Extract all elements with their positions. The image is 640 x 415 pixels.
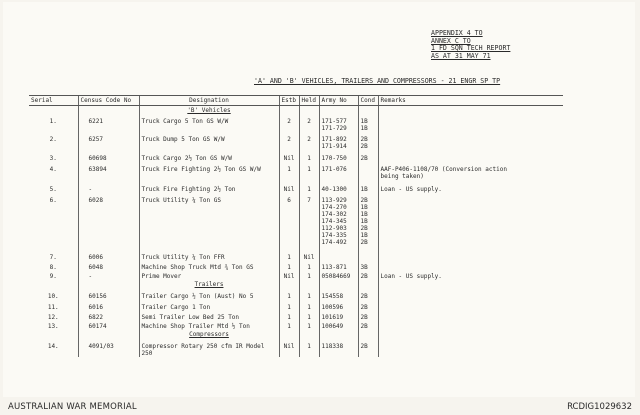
table-row — [29, 271, 563, 280]
header-line: 1 FD SQN TECH REPORT — [431, 44, 511, 53]
remarks-cell — [378, 271, 563, 280]
remarks-cell-line: AAF-P406-1108/70 (Conversion action — [380, 166, 507, 173]
designation-cell — [139, 180, 279, 193]
table-row — [29, 193, 563, 246]
table-row — [29, 114, 563, 132]
remarks-cell — [378, 300, 563, 311]
census-code-cell: 60698 — [78, 150, 139, 162]
held-cell: 1 — [299, 162, 319, 180]
remarks-cell-line — [381, 254, 562, 261]
remarks-cell-line: being taken) — [380, 173, 424, 180]
census-code-cell: 60174 — [78, 321, 139, 330]
census-code-cell: - — [78, 180, 139, 193]
army-no-cell-line: 171-892 — [321, 136, 347, 143]
designation-cell-line: Truck Utility ¼ Ton FFR — [141, 254, 225, 261]
census-code-cell: 63894 — [78, 162, 139, 180]
remarks-cell — [378, 114, 563, 132]
remarks-cell-line — [381, 136, 562, 143]
designation-cell-line: Machine Shop Trailer Mtd ½ Ton — [141, 323, 250, 330]
army-no-cell-line: 174-335 — [321, 232, 347, 239]
designation-cell-line: Truck Utility ¼ Ton GS — [141, 197, 221, 204]
table-row — [29, 246, 563, 261]
cond-cell-line: 2B — [360, 323, 368, 330]
remarks-cell-line — [381, 264, 562, 271]
cond-cell — [358, 180, 378, 193]
vehicle-table — [29, 95, 563, 357]
designation-cell-line: Truck Fire Fighting 2½ Ton GS W/W — [141, 166, 261, 173]
held-cell: 1 — [299, 261, 319, 271]
estb-cell: 1 — [279, 311, 299, 321]
designation-cell — [139, 261, 279, 271]
held-cell: 2 — [299, 132, 319, 150]
army-no-cell — [319, 193, 358, 246]
header-line: APPENDIX 4 TO — [431, 29, 483, 37]
designation-cell — [139, 288, 279, 300]
table-row — [29, 321, 563, 330]
army-no-cell-line: 118338 — [321, 343, 344, 350]
held-cell: 1 — [299, 300, 319, 311]
empty-cell — [319, 106, 358, 115]
designation-cell-line: Trailer Cargo 1 Ton — [141, 304, 211, 311]
designation-cell — [139, 246, 279, 261]
army-no-cell-line — [322, 254, 356, 261]
army-no-cell-line: 171-914 — [321, 143, 347, 150]
army-no-cell — [319, 321, 358, 330]
column-header-designation: Designation — [139, 96, 279, 106]
archive-reference: RCDIG1029632 — [567, 402, 632, 412]
remarks-cell — [378, 180, 563, 193]
remarks-cell-line — [381, 343, 562, 350]
cond-cell-line: 2B — [360, 239, 368, 246]
empty-cell — [358, 106, 378, 115]
section-heading: Compressors — [139, 330, 279, 338]
held-cell: Nil — [299, 246, 319, 261]
empty-cell — [279, 330, 299, 338]
held-cell: 7 — [299, 193, 319, 246]
designation-cell — [139, 193, 279, 246]
remarks-cell — [378, 321, 563, 330]
remarks-cell-line — [381, 293, 562, 300]
cond-cell — [358, 261, 378, 271]
army-no-cell-line: 171-729 — [321, 125, 347, 132]
table-row — [29, 300, 563, 311]
army-no-cell — [319, 132, 358, 150]
census-code-cell: 6028 — [78, 193, 139, 246]
cond-cell — [358, 132, 378, 150]
remarks-cell — [378, 311, 563, 321]
estb-cell: 1 — [279, 288, 299, 300]
census-code-cell: 6257 — [78, 132, 139, 150]
cond-cell — [358, 288, 378, 300]
cond-cell — [358, 246, 378, 261]
empty-cell — [78, 280, 139, 288]
army-no-cell-line: 40-1300 — [321, 186, 347, 193]
held-cell: 1 — [299, 311, 319, 321]
remarks-cell-line: Loan - US supply. — [380, 186, 442, 193]
cond-cell-line: 1B — [360, 232, 368, 239]
army-no-cell — [319, 338, 358, 357]
army-no-cell-line: 113-929 — [321, 197, 347, 204]
empty-cell — [29, 330, 78, 338]
empty-cell — [279, 280, 299, 288]
archive-credit: AUSTRALIAN WAR MEMORIAL — [8, 402, 137, 412]
cond-cell-line: 2B — [360, 293, 368, 300]
cond-cell-line: 2B — [360, 314, 368, 321]
estb-cell: Nil — [279, 338, 299, 357]
serial-cell: 8. — [49, 264, 57, 271]
section-row — [29, 280, 563, 288]
designation-cell-line: Truck Cargo 2½ Ton GS W/W — [141, 155, 232, 162]
empty-cell — [299, 106, 319, 115]
cond-cell-line: 1B — [360, 125, 368, 132]
army-no-cell — [319, 150, 358, 162]
held-cell: 1 — [299, 150, 319, 162]
army-no-cell-line: 174-270 — [321, 204, 347, 211]
table-row — [29, 180, 563, 193]
designation-cell — [139, 114, 279, 132]
designation-cell-line: Truck Dump 5 Ton GS W/W — [141, 136, 225, 143]
serial-cell: 14. — [47, 343, 59, 350]
estb-cell: 2 — [279, 114, 299, 132]
empty-cell — [279, 106, 299, 115]
column-header-held: Held — [299, 96, 319, 106]
serial-cell: 11. — [47, 304, 59, 311]
designation-cell — [139, 150, 279, 162]
army-no-cell — [319, 246, 358, 261]
empty-cell — [299, 280, 319, 288]
army-no-cell — [319, 261, 358, 271]
empty-cell — [29, 280, 78, 288]
designation-cell — [139, 271, 279, 280]
cond-cell-line — [361, 166, 376, 173]
estb-cell: 1 — [279, 246, 299, 261]
army-no-cell — [319, 288, 358, 300]
empty-cell — [378, 106, 563, 115]
serial-cell: 13. — [47, 323, 59, 330]
cond-cell-line: 1B — [360, 211, 368, 218]
serial-cell: 5. — [49, 186, 57, 193]
estb-cell: Nil — [279, 271, 299, 280]
table-body — [29, 106, 563, 358]
army-no-cell — [319, 180, 358, 193]
serial-cell: 10. — [47, 293, 59, 300]
army-no-cell-line: 100649 — [321, 323, 344, 330]
document-page — [3, 2, 635, 397]
remarks-cell-line — [381, 155, 562, 162]
estb-cell: Nil — [279, 180, 299, 193]
table-row — [29, 311, 563, 321]
designation-cell-line: 250 — [141, 350, 153, 357]
designation-cell — [139, 132, 279, 150]
table-row — [29, 338, 563, 357]
designation-cell-line: Truck Cargo 5 Ton GS W/W — [141, 118, 229, 125]
remarks-cell-line — [381, 323, 562, 330]
designation-cell — [139, 311, 279, 321]
table-row — [29, 132, 563, 150]
cond-cell-line: 2B — [360, 343, 368, 350]
cond-cell — [358, 271, 378, 280]
held-cell: 1 — [299, 271, 319, 280]
held-cell: 1 — [299, 180, 319, 193]
cond-cell — [358, 114, 378, 132]
cond-cell — [358, 193, 378, 246]
cond-cell — [358, 311, 378, 321]
designation-cell-line: Trailer Cargo ½ Ton (Aust) No 5 — [141, 293, 254, 300]
serial-cell: 12. — [47, 314, 59, 321]
table-row — [29, 288, 563, 300]
cond-cell — [358, 162, 378, 180]
serial-cell: 3. — [49, 155, 57, 162]
cond-cell-line: 2B — [360, 155, 368, 162]
column-header-estb: Estb — [279, 96, 299, 106]
section-heading: Trailers — [139, 280, 279, 288]
column-header-serial: Serial — [29, 96, 78, 106]
army-no-cell — [319, 271, 358, 280]
designation-cell — [139, 162, 279, 180]
estb-cell: 6 — [279, 193, 299, 246]
cond-cell-line — [361, 254, 376, 261]
cond-cell-line: 2B — [360, 197, 368, 204]
cond-cell — [358, 338, 378, 357]
census-code-cell: 60156 — [78, 288, 139, 300]
remarks-cell — [378, 261, 563, 271]
cond-cell-line: 2B — [360, 143, 368, 150]
remarks-cell — [378, 338, 563, 357]
section-row — [29, 330, 563, 338]
army-no-cell-line: 171-076 — [321, 166, 347, 173]
appendix-header — [431, 30, 510, 60]
remarks-cell-line — [381, 304, 562, 311]
army-no-cell-line: 113-871 — [321, 264, 347, 271]
remarks-cell — [378, 162, 563, 180]
empty-cell — [78, 330, 139, 338]
cond-cell-line: 1B — [360, 118, 368, 125]
remarks-cell — [378, 246, 563, 261]
designation-cell — [139, 338, 279, 357]
census-code-cell: 6016 — [78, 300, 139, 311]
remarks-cell-line — [381, 314, 562, 321]
remarks-cell-line — [381, 118, 562, 125]
cond-cell — [358, 321, 378, 330]
designation-cell-line: Truck Fire Fighting 2½ Ton — [141, 186, 236, 193]
empty-cell — [29, 106, 78, 115]
section-heading: 'B' Vehicles — [139, 106, 279, 115]
held-cell: 1 — [299, 338, 319, 357]
table-header-row — [29, 96, 563, 106]
table-row — [29, 150, 563, 162]
remarks-cell — [378, 150, 563, 162]
census-code-cell: 6006 — [78, 246, 139, 261]
table-title: 'A' AND 'B' VEHICLES, TRAILERS AND COMPRESSORS - 21 ENGR SP TP — [254, 77, 501, 85]
empty-cell — [358, 330, 378, 338]
column-header-census: Census Code No — [78, 96, 139, 106]
army-no-cell-line: 112-903 — [321, 225, 347, 232]
designation-cell-line: Machine Shop Truck Mtd ¾ Ton GS — [141, 264, 254, 271]
serial-cell: 1. — [49, 118, 57, 125]
remarks-cell — [378, 132, 563, 150]
cond-cell-line: 2B — [360, 136, 368, 143]
army-no-cell-line: 100596 — [321, 304, 344, 311]
census-code-cell: 6221 — [78, 114, 139, 132]
serial-cell: 2. — [49, 136, 57, 143]
remarks-cell-line: Loan - US supply. — [380, 273, 442, 280]
census-code-cell: - — [78, 271, 139, 280]
army-no-cell-line: 154558 — [321, 293, 344, 300]
cond-cell-line: 2B — [360, 273, 368, 280]
section-row — [29, 106, 563, 115]
census-code-cell: 4091/03 — [78, 338, 139, 357]
cond-cell-line: 3B — [360, 264, 368, 271]
serial-cell: 7. — [49, 254, 57, 261]
cond-cell-line: 2B — [360, 304, 368, 311]
cond-cell — [358, 150, 378, 162]
header-line: ANNEX C TO — [431, 36, 471, 45]
estb-cell: Nil — [279, 150, 299, 162]
army-no-cell — [319, 114, 358, 132]
empty-cell — [358, 280, 378, 288]
designation-cell — [139, 321, 279, 330]
army-no-cell-line: 174-345 — [321, 218, 347, 225]
serial-cell: 4. — [49, 166, 57, 173]
census-code-cell: 6048 — [78, 261, 139, 271]
column-header-remarks: Remarks — [378, 96, 563, 106]
army-no-cell-line: 171-577 — [321, 118, 347, 125]
army-no-cell-line: 101619 — [321, 314, 344, 321]
table-row — [29, 261, 563, 271]
estb-cell: 1 — [279, 162, 299, 180]
empty-cell — [299, 330, 319, 338]
estb-cell: 2 — [279, 132, 299, 150]
estb-cell: 1 — [279, 300, 299, 311]
army-no-cell-line: 174-302 — [321, 211, 347, 218]
column-header-army-no: Army No — [319, 96, 358, 106]
designation-cell-line: Prime Mover — [141, 273, 182, 280]
cond-cell-line: 1B — [360, 204, 368, 211]
remarks-cell — [378, 288, 563, 300]
held-cell: 1 — [299, 321, 319, 330]
estb-cell: 1 — [279, 321, 299, 330]
army-no-cell — [319, 162, 358, 180]
table-row — [29, 162, 563, 180]
empty-cell — [378, 280, 563, 288]
held-cell: 2 — [299, 114, 319, 132]
cond-cell-line: 2B — [360, 225, 368, 232]
army-no-cell — [319, 311, 358, 321]
census-code-cell: 6822 — [78, 311, 139, 321]
remarks-cell — [378, 193, 563, 246]
held-cell: 1 — [299, 288, 319, 300]
army-no-cell-line: 05084669 — [321, 273, 351, 280]
remarks-cell-line — [381, 197, 562, 204]
empty-cell — [319, 280, 358, 288]
header-line: AS AT 31 MAY 71 — [431, 51, 491, 60]
empty-cell — [378, 330, 563, 338]
estb-cell: 1 — [279, 261, 299, 271]
serial-cell: 6. — [49, 197, 57, 204]
designation-cell-line: Compressor Rotary 250 cfm IR Model — [141, 343, 265, 350]
cond-cell-line: 1B — [360, 186, 368, 193]
serial-cell: 9. — [49, 273, 57, 280]
empty-cell — [78, 106, 139, 115]
designation-cell-line: Semi Trailer Low Bed 25 Ton — [141, 314, 240, 321]
cond-cell-line: 1B — [360, 218, 368, 225]
cond-cell — [358, 300, 378, 311]
army-no-cell — [319, 300, 358, 311]
designation-cell — [139, 300, 279, 311]
empty-cell — [319, 330, 358, 338]
column-header-cond: Cond — [358, 96, 378, 106]
army-no-cell-line: 174-492 — [321, 239, 347, 246]
army-no-cell-line: 170-750 — [321, 155, 347, 162]
